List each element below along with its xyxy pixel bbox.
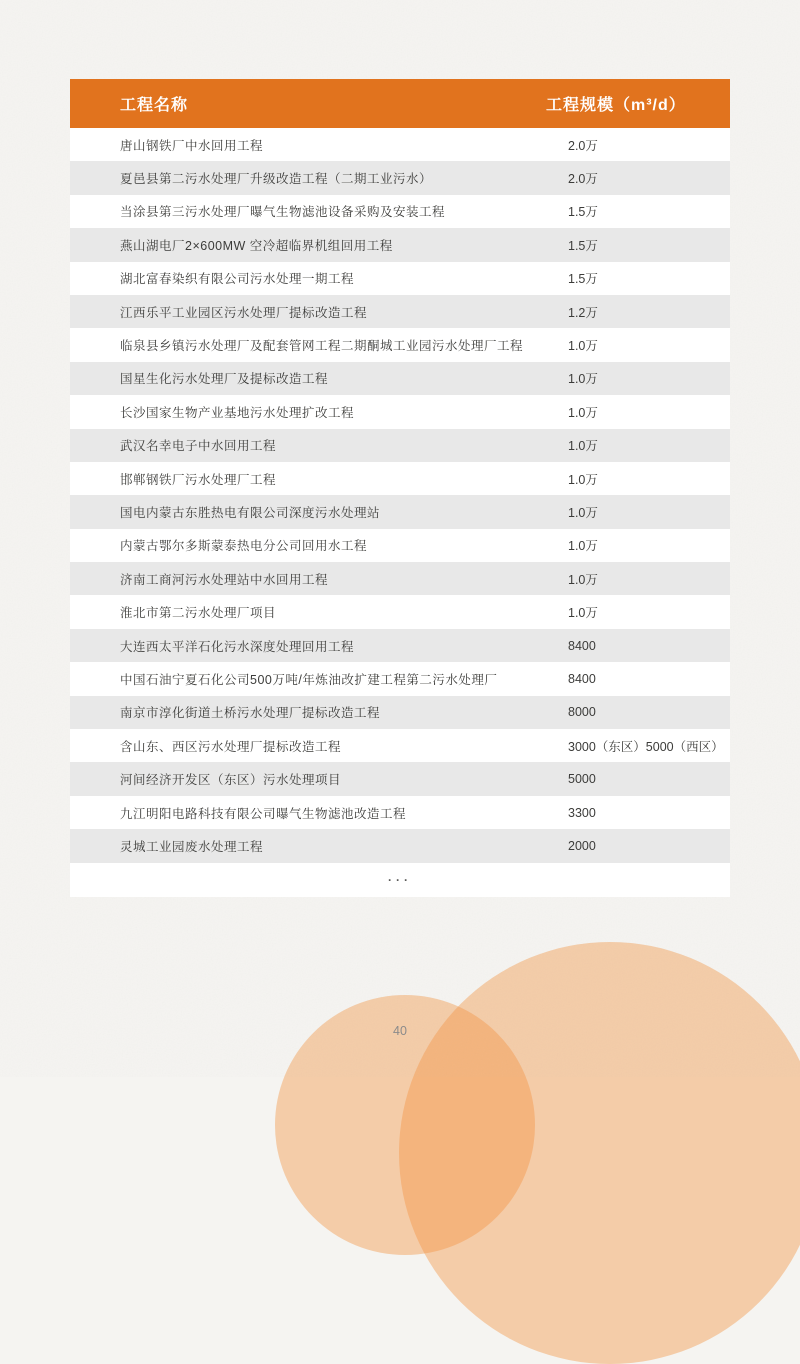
project-scale: 1.0万 [568,572,598,587]
table-row [70,295,730,328]
project-scale: 1.0万 [568,339,598,354]
project-name: 武汉名幸电子中水回用工程 [120,439,277,454]
project-name: 中国石油宁夏石化公司500万吨/年炼油改扩建工程第二污水处理厂 [120,672,498,687]
project-name: 内蒙古鄂尔多斯蒙泰热电分公司回用水工程 [120,539,368,554]
table-row [70,228,730,261]
table-row [70,829,730,862]
project-scale: 1.0万 [568,505,598,520]
table-row [70,762,730,795]
project-scale: 1.0万 [568,472,598,487]
page-number: 40 [393,1024,407,1038]
project-scale: 8000 [568,705,596,720]
project-name: 唐山钢铁厂中水回用工程 [120,138,264,153]
table-row [70,395,730,428]
table-row [70,662,730,695]
project-scale: 1.0万 [568,439,598,454]
project-scale: 1.5万 [568,238,598,253]
ellipsis-row [70,863,730,897]
table-row [70,595,730,628]
project-name: 国星生化污水处理厂及提标改造工程 [120,372,329,387]
project-scale: 1.0万 [568,405,598,420]
column-header-project-scale: 工程规模（m³/d） [546,97,686,114]
table-header [70,79,730,128]
project-name: 济南工商河污水处理站中水回用工程 [120,572,329,587]
table-row [70,796,730,829]
project-scale: 5000 [568,772,596,787]
table-row [70,128,730,161]
project-name: 淮北市第二污水处理厂项目 [120,606,277,621]
project-name: 九江明阳电路科技有限公司曝气生物滤池改造工程 [120,806,407,821]
table-row [70,529,730,562]
column-header-project-name: 工程名称 [120,97,189,114]
table-row [70,729,730,762]
project-name: 长沙国家生物产业基地污水处理扩改工程 [120,405,355,420]
project-scale: 1.0万 [568,606,598,621]
table-row [70,462,730,495]
project-scale: 3300 [568,805,596,820]
project-name: 临泉县乡镇污水处理厂及配套管网工程二期酮城工业园污水处理厂工程 [120,339,524,354]
project-scale: 2.0万 [568,138,598,153]
project-scale: 2.0万 [568,172,598,187]
project-name: 南京市淳化街道土桥污水处理厂提标改造工程 [120,706,381,721]
table-row [70,495,730,528]
project-scale: 3000（东区）5000（西区） [568,739,724,754]
project-name: 国电内蒙古东胜热电有限公司深度污水处理站 [120,505,381,520]
project-name: 湖北富春染织有限公司污水处理一期工程 [120,272,355,287]
table-row [70,562,730,595]
table-body [70,128,730,863]
table-row [70,195,730,228]
decor-circle-large [399,942,800,1364]
project-scale: 8400 [568,638,596,653]
project-scale: 2000 [568,838,596,853]
project-name: 当涂县第三污水处理厂曝气生物滤池设备采购及安装工程 [120,205,446,220]
project-scale: 1.0万 [568,372,598,387]
projects-table [70,79,730,897]
project-name: 燕山湖电厂2×600MW 空冷超临界机组回用工程 [120,238,393,253]
project-scale: 1.5万 [568,205,598,220]
project-scale: 8400 [568,671,596,686]
table-row [70,362,730,395]
table-row [70,328,730,361]
project-name: 灵城工业园废水处理工程 [120,839,264,854]
project-scale: 1.0万 [568,539,598,554]
project-name: 河间经济开发区（东区）污水处理项目 [120,773,342,788]
table-row [70,429,730,462]
table-row [70,262,730,295]
table-row [70,629,730,662]
project-name: 邯郸钢铁厂污水处理厂工程 [120,472,277,487]
table-row [70,161,730,194]
project-name: 江西乐平工业园区污水处理厂提标改造工程 [120,305,368,320]
project-name: 大连西太平洋石化污水深度处理回用工程 [120,639,355,654]
project-scale: 1.2万 [568,305,598,320]
table-row [70,696,730,729]
project-name: 夏邑县第二污水处理厂升级改造工程（二期工业污水） [120,172,433,187]
ellipsis-text: ··· [388,872,412,887]
project-scale: 1.5万 [568,272,598,287]
project-name: 含山东、西区污水处理厂提标改造工程 [120,739,342,754]
